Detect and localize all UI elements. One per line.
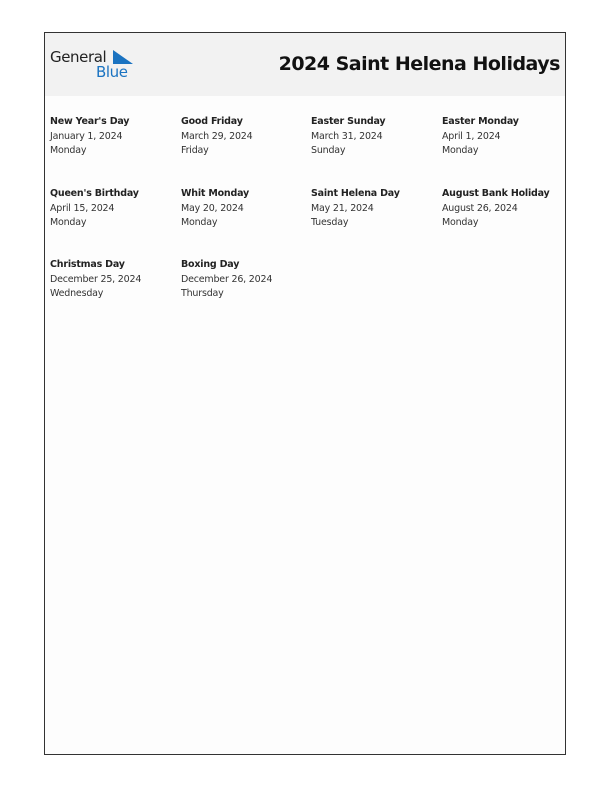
holiday-item bbox=[50, 115, 178, 159]
holiday-name: New Year's Day bbox=[50, 116, 130, 127]
page-frame bbox=[44, 32, 566, 755]
holiday-weekday: Monday bbox=[181, 217, 218, 228]
holiday-name: Good Friday bbox=[181, 116, 243, 127]
holiday-item bbox=[50, 187, 178, 231]
holiday-weekday: Monday bbox=[442, 145, 479, 156]
header-band bbox=[45, 33, 565, 96]
logo-triangle-icon bbox=[113, 50, 133, 64]
holiday-weekday: Tuesday bbox=[311, 217, 349, 228]
holiday-date: January 1, 2024 bbox=[50, 130, 123, 142]
holiday-item bbox=[50, 258, 178, 302]
holiday-date: April 1, 2024 bbox=[442, 130, 501, 142]
logo-word-blue: Blue bbox=[96, 63, 128, 81]
holiday-name: Easter Sunday bbox=[311, 116, 386, 127]
holiday-name: Queen's Birthday bbox=[50, 188, 139, 199]
holiday-date: May 20, 2024 bbox=[181, 202, 244, 214]
holiday-weekday: Monday bbox=[50, 145, 87, 156]
holiday-item bbox=[181, 115, 309, 159]
generalblue-logo bbox=[50, 48, 140, 82]
holiday-name: Saint Helena Day bbox=[311, 188, 400, 199]
holiday-name: Christmas Day bbox=[50, 259, 125, 270]
holiday-weekday: Monday bbox=[442, 217, 479, 228]
holiday-date: March 29, 2024 bbox=[181, 130, 253, 142]
holiday-item bbox=[181, 258, 309, 302]
holiday-date: April 15, 2024 bbox=[50, 202, 115, 214]
holiday-item bbox=[442, 187, 566, 231]
holiday-item bbox=[311, 115, 439, 159]
holiday-weekday: Monday bbox=[50, 217, 87, 228]
holiday-date: August 26, 2024 bbox=[442, 202, 518, 214]
holiday-name: August Bank Holiday bbox=[442, 188, 550, 199]
holiday-weekday: Sunday bbox=[311, 145, 346, 156]
holiday-date: May 21, 2024 bbox=[311, 202, 374, 214]
holiday-date: March 31, 2024 bbox=[311, 130, 383, 142]
page-title: 2024 Saint Helena Holidays bbox=[278, 53, 560, 75]
logo-word-general: General bbox=[50, 48, 107, 66]
holiday-item bbox=[311, 187, 439, 231]
holiday-weekday: Wednesday bbox=[50, 288, 104, 299]
holiday-item bbox=[181, 187, 309, 231]
holiday-name: Whit Monday bbox=[181, 188, 250, 199]
holiday-date: December 26, 2024 bbox=[181, 273, 273, 285]
holiday-date: December 25, 2024 bbox=[50, 273, 142, 285]
holiday-name: Boxing Day bbox=[181, 259, 240, 270]
holiday-weekday: Thursday bbox=[181, 288, 224, 299]
holiday-name: Easter Monday bbox=[442, 116, 519, 127]
holiday-item bbox=[442, 115, 566, 159]
holiday-weekday: Friday bbox=[181, 145, 209, 156]
